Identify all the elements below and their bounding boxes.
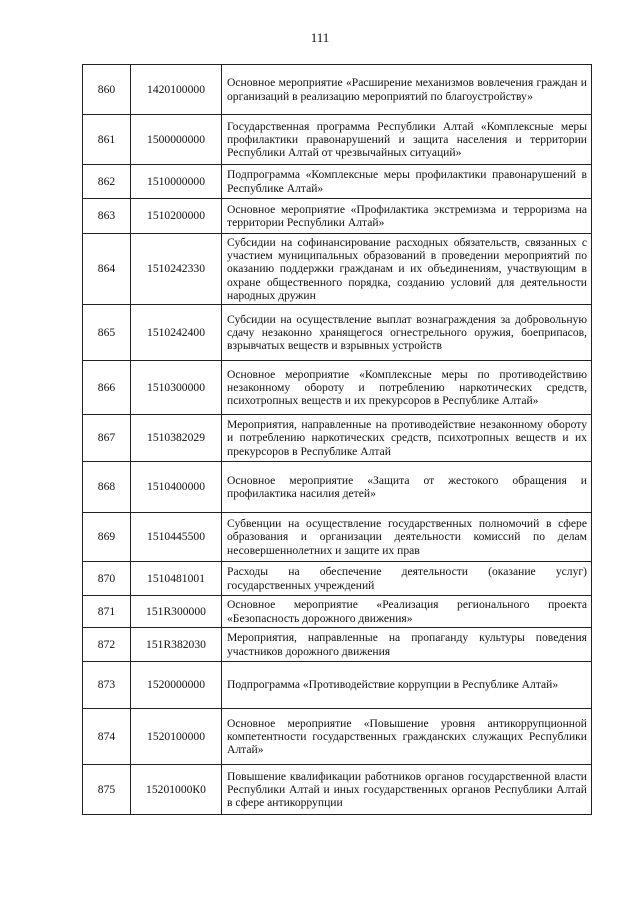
expenditure-description: Повышение квалификации работников органов государственной власти Республики Алтай и иных государственных органов Республики Алтай в сфере антикоррупции [222, 765, 592, 815]
budget-classification-table [82, 64, 592, 815]
target-article-code: 1420100000 [131, 65, 222, 115]
table-row [83, 234, 592, 305]
row-number: 861 [83, 115, 131, 165]
row-number: 864 [83, 234, 131, 305]
row-number: 874 [83, 709, 131, 765]
page-number: 111 [310, 30, 330, 45]
expenditure-description: Государственная программа Республики Алтай «Комплексные меры профилактики правонарушений и защита населения и территории Республики Алтай от чрезвычайных ситуаций» [222, 115, 592, 165]
target-article-code: 1510242330 [131, 234, 222, 305]
table-row [83, 65, 592, 115]
table-row [83, 115, 592, 165]
table-row [83, 462, 592, 513]
expenditure-description: Расходы на обеспечение деятельности (оказание услуг) государственных учреждений [222, 562, 592, 596]
target-article-code: 151R300000 [131, 596, 222, 628]
table-row [83, 361, 592, 415]
expenditure-description: Мероприятия, направленные на противодействие незаконному обороту и потреблению наркотических средств, психотропных веществ и их прекурсоров в Республике Алтай [222, 415, 592, 462]
target-article-code: 1510400000 [131, 462, 222, 513]
row-number: 875 [83, 765, 131, 815]
expenditure-description: Субвенции на осуществление государственных полномочий в сфере образования и организации деятельности комиссий по делам несовершеннолетних и защите их прав [222, 513, 592, 562]
expenditure-description: Основное мероприятие «Реализация регионального проекта «Безопасность дорожного движения» [222, 596, 592, 628]
target-article-code: 1510000000 [131, 165, 222, 199]
row-number: 862 [83, 165, 131, 199]
row-number: 869 [83, 513, 131, 562]
table-row [83, 513, 592, 562]
expenditure-description: Подпрограмма «Противодействие коррупции в Республике Алтай» [222, 662, 592, 709]
row-number: 860 [83, 65, 131, 115]
table-row [83, 165, 592, 199]
target-article-code: 1520100000 [131, 709, 222, 765]
table-row [83, 562, 592, 596]
table-body [83, 65, 592, 815]
expenditure-description: Основное мероприятие «Расширение механизмов вовлечения граждан и организаций в реализацию мероприятий по благоустройству» [222, 65, 592, 115]
target-article-code: 1510300000 [131, 361, 222, 415]
expenditure-description: Основное мероприятие «Комплексные меры по противодействию незаконному обороту и потреблению наркотических средств, психотропных веществ и их прекурсоров в Республике Алтай» [222, 361, 592, 415]
expenditure-description: Субсидии на осуществление выплат вознаграждения за добровольную сдачу незаконно хранящегося огнестрельного оружия, боеприпасов, взрывчатых веществ и взрывных устройств [222, 305, 592, 361]
row-number: 872 [83, 628, 131, 662]
target-article-code: 1510481001 [131, 562, 222, 596]
table-row [83, 199, 592, 234]
table-row [83, 305, 592, 361]
table-row [83, 596, 592, 628]
row-number: 871 [83, 596, 131, 628]
target-article-code: 15201000К0 [131, 765, 222, 815]
table-row [83, 662, 592, 709]
expenditure-description: Основное мероприятие «Защита от жестокого обращения и профилактика насилия детей» [222, 462, 592, 513]
row-number: 863 [83, 199, 131, 234]
target-article-code: 1520000000 [131, 662, 222, 709]
row-number: 873 [83, 662, 131, 709]
target-article-code: 1510200000 [131, 199, 222, 234]
table-row [83, 709, 592, 765]
target-article-code: 1510382029 [131, 415, 222, 462]
expenditure-description: Основное мероприятие «Повышение уровня антикоррупционной компетентности государственных гражданских служащих Республики Алтай» [222, 709, 592, 765]
table-row [83, 415, 592, 462]
row-number: 867 [83, 415, 131, 462]
row-number: 866 [83, 361, 131, 415]
target-article-code: 151R382030 [131, 628, 222, 662]
table-row [83, 765, 592, 815]
target-article-code: 1510242400 [131, 305, 222, 361]
expenditure-description: Мероприятия, направленные на пропаганду культуры поведения участников дорожного движения [222, 628, 592, 662]
expenditure-description: Основное мероприятие «Профилактика экстремизма и терроризма на территории Республики Алтай» [222, 199, 592, 234]
expenditure-description: Подпрограмма «Комплексные меры профилактики правонарушений в Республике Алтай» [222, 165, 592, 199]
row-number: 868 [83, 462, 131, 513]
target-article-code: 1500000000 [131, 115, 222, 165]
row-number: 865 [83, 305, 131, 361]
row-number: 870 [83, 562, 131, 596]
table-row [83, 628, 592, 662]
target-article-code: 1510445500 [131, 513, 222, 562]
expenditure-description: Субсидии на софинансирование расходных обязательств, связанных с участием муниципальных образований в проведении мероприятий по оказанию поддержки гражданам и их объединениям, участвующим в охране общественного порядка, созданию условий для деятельности народных дружин [222, 234, 592, 305]
